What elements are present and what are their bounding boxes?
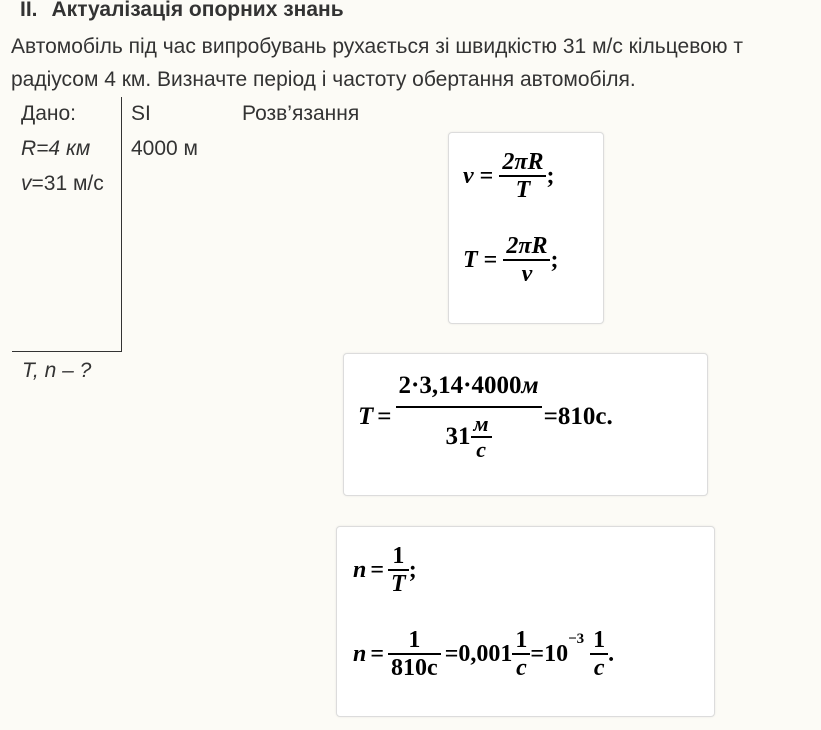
given-header: Дано: (21, 102, 77, 125)
problem-line-2: радіусом 4 км. Визначте період і частоту обертання автомобіля. (11, 68, 636, 91)
given-speed (21, 172, 104, 196)
given-speed-var: v (21, 172, 32, 195)
formula-period-numerator: 2πR (506, 233, 548, 259)
formula-period: T = $\frac{2\pi R}{v}$ ; (463, 233, 559, 288)
frequency-calc-denominator (388, 655, 441, 681)
frequency-unit-den: с (516, 655, 527, 682)
frequency-end: ; (408, 556, 417, 583)
formula-speed-fraction (499, 149, 546, 204)
frequency-numerator: 1 (392, 543, 405, 569)
frequency-power-unit-fraction (590, 627, 608, 682)
frequency-unit-num: 1 (515, 627, 528, 653)
frequency-power-unit-den: с (593, 655, 605, 682)
formula-period-calc: T = 2·3,14·4000м 31 $\frac{м}{с}$ =810с. (358, 372, 613, 462)
table-vertical-divider (121, 97, 122, 352)
section-heading (20, 0, 344, 22)
given-radius (21, 137, 90, 161)
frequency-calc-end: . (608, 640, 615, 667)
formula-period-end: ; (550, 246, 559, 273)
given-speed-value: =31 м/с (31, 172, 104, 195)
formula-speed: v = $\frac{2\pi R}{T}$ ; (463, 149, 555, 204)
find-unknowns: T, n – ? (22, 359, 92, 382)
given-radius-value: =4 км (36, 137, 91, 160)
formula-period-fraction (503, 233, 550, 288)
section-title: Актуалізація опорних знань (51, 0, 344, 21)
frequency-calc-unit-fraction (512, 627, 530, 682)
formula-box-frequency (336, 526, 715, 717)
period-calc-numerator-value: 2·3,14·4000 (398, 372, 522, 399)
si-header: SI (131, 102, 151, 125)
formula-speed-numerator: 2πR (502, 149, 544, 175)
formula-frequency: n = $\frac{1}{T}$ ; (353, 543, 417, 598)
si-radius-value: 4000 м (131, 137, 198, 160)
frequency-fraction (388, 543, 409, 598)
table-horizontal-divider (12, 351, 122, 352)
formula-box-period-calc (343, 353, 708, 496)
period-calc-denominator-unit (471, 412, 492, 462)
period-calc-unit-den: с (476, 436, 486, 462)
frequency-power-exponent: −3 (568, 631, 585, 647)
period-calc-result: =810с. (543, 402, 613, 430)
period-calc-numerator-unit: м (521, 372, 539, 399)
problem-line-1: Автомобіль під час випробувань рухається зі швидкістю 31 м/с кільцевою т (11, 35, 743, 58)
section-number: II. (20, 0, 38, 21)
formula-period-lhs: T (463, 246, 478, 273)
frequency-calc-lhs: n (353, 640, 367, 667)
formula-box-speed-period (448, 132, 604, 324)
formula-frequency-calc: n = $\frac{1}{810с}$ =0,001 $\frac{1}{с}$ =10 $^{-3}$ $\frac{1}{с}$ . (353, 627, 615, 682)
period-calc-denominator (443, 408, 495, 462)
frequency-power-unit-num: 1 (593, 627, 606, 653)
solution-header: Розв’язання (242, 102, 360, 125)
formula-speed-lhs: v (463, 162, 474, 189)
period-calc-lhs: T (358, 402, 374, 430)
frequency-calc-denominator-value: 810с (391, 655, 438, 682)
period-calc-numerator (396, 372, 542, 406)
frequency-lhs: n (353, 556, 367, 583)
frequency-calc-numerator: 1 (408, 627, 421, 653)
period-calc-fraction (396, 372, 542, 462)
formula-speed-denominator: T (515, 177, 531, 204)
frequency-denominator: T (391, 571, 406, 598)
formula-speed-end: ; (546, 162, 555, 189)
frequency-calc-fraction (388, 627, 441, 682)
period-calc-unit-num: м (473, 410, 489, 436)
frequency-calc-mid: =0,001 (444, 640, 513, 667)
given-radius-var: R (21, 137, 37, 160)
frequency-power-base: =10 (530, 640, 569, 667)
period-calc-denominator-value: 31 (445, 422, 471, 450)
formula-period-denominator: v (521, 261, 533, 288)
